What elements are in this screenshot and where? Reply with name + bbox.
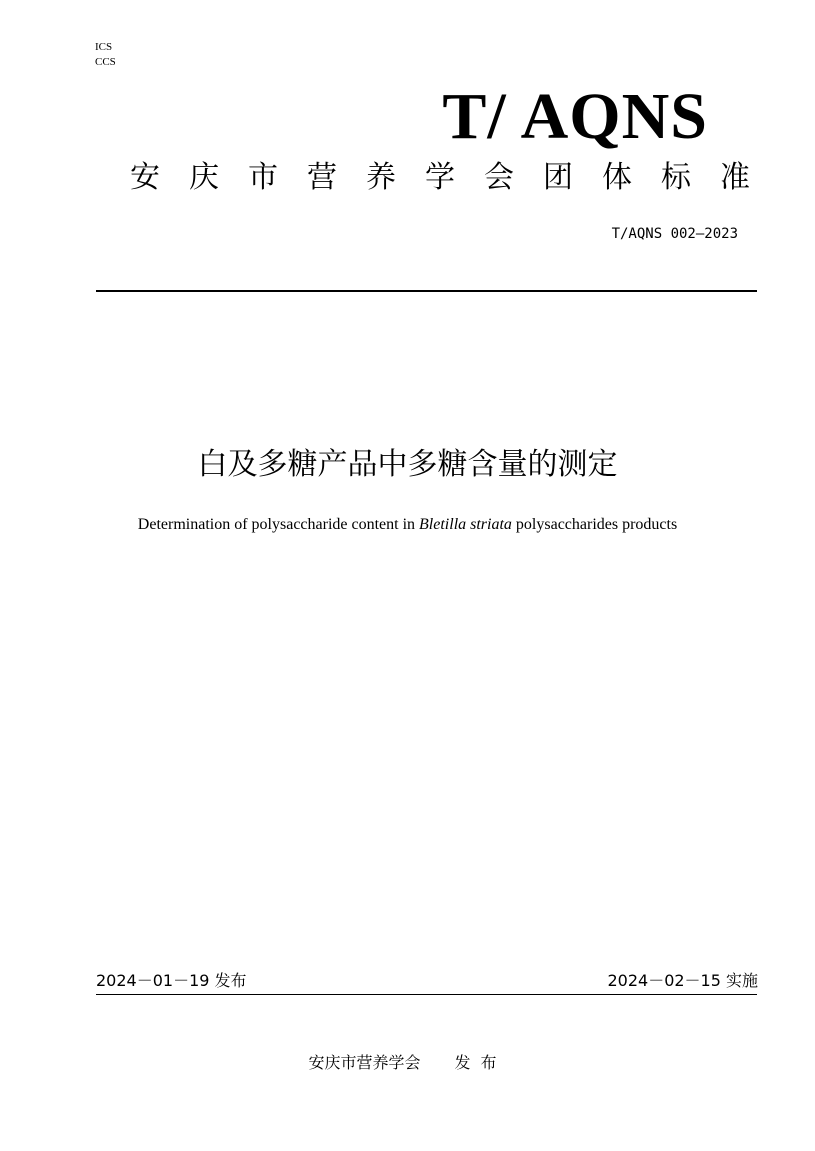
publisher-line: [0, 1052, 815, 1074]
org-char: 营: [307, 160, 337, 195]
org-char: 体: [602, 160, 632, 195]
ics-code: ICS: [95, 41, 113, 53]
org-char: 庆: [189, 160, 219, 195]
publish-date: 2024－01－19 发布: [96, 971, 247, 990]
organization-standard-banner: [130, 158, 750, 198]
standard-number: T/AQNS 002—2023: [611, 226, 738, 242]
implementation-date: 2024－02－15 实施: [607, 971, 758, 990]
org-char: 会: [484, 160, 514, 195]
document-title-english: [0, 514, 815, 536]
org-char: 标: [661, 160, 691, 195]
document-title-chinese: 白及多糖产品中多糖含量的测定: [197, 447, 618, 482]
standard-logo: T/ AQNS: [442, 80, 708, 153]
species-name: Bletilla striata: [419, 516, 512, 533]
title-en-prefix: Determination of polysaccharide content in: [137, 516, 420, 533]
org-char: 团: [543, 160, 573, 195]
ccs-code: CCS: [95, 56, 116, 68]
footer-divider: [96, 994, 757, 995]
org-char: 安: [130, 160, 160, 195]
org-char: 市: [248, 160, 278, 195]
org-char: 学: [425, 160, 455, 195]
title-en-suffix: polysaccharides products: [511, 516, 678, 533]
header-divider: [96, 290, 757, 292]
org-char: 养: [366, 160, 396, 195]
publish-label: 发布: [454, 1053, 507, 1072]
publisher-name: 安庆市营养学会: [308, 1053, 421, 1072]
org-char: 准: [720, 160, 750, 195]
